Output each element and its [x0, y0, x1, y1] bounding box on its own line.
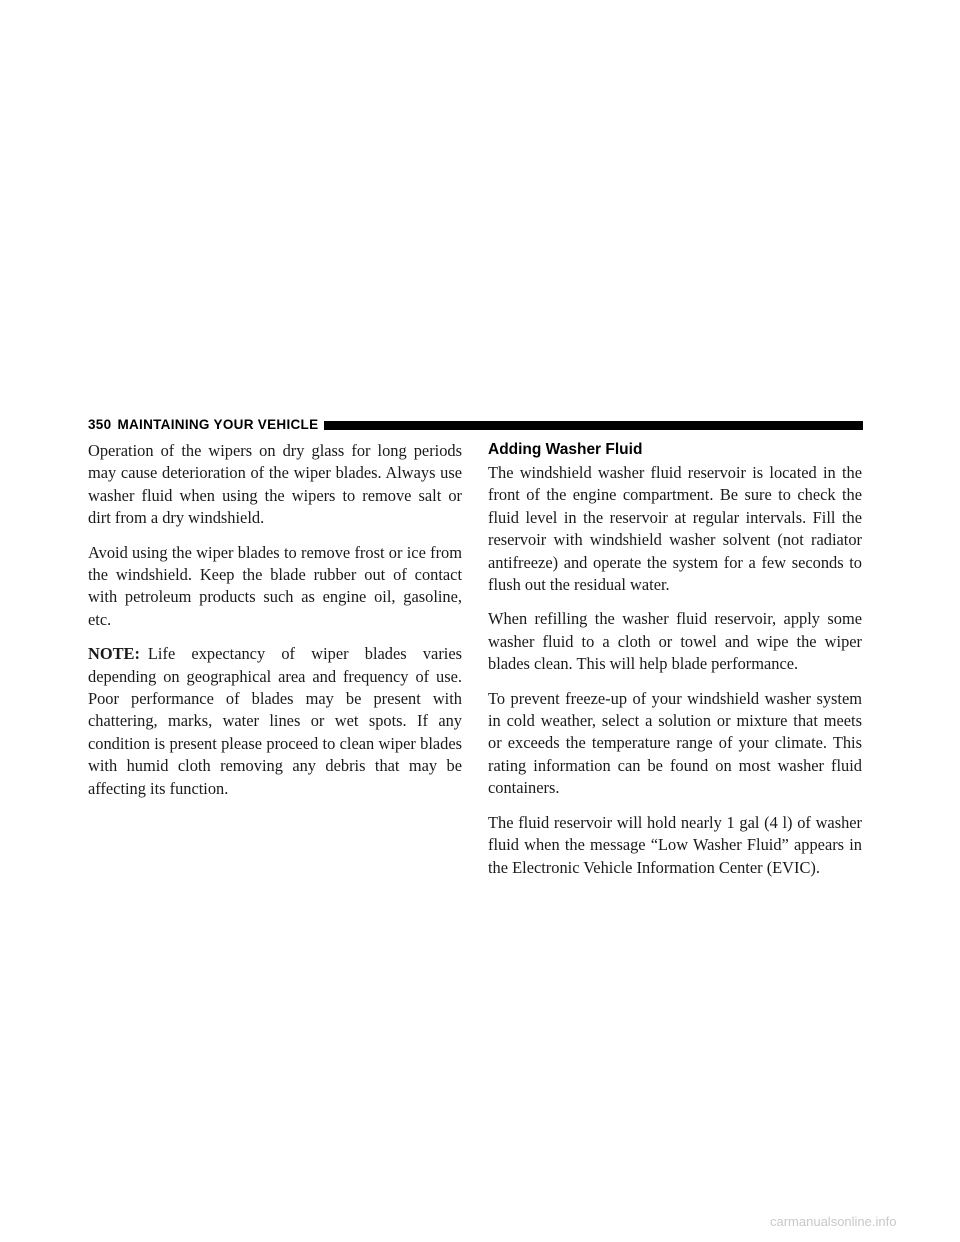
paragraph-reservoir-location: The windshield washer fluid reservoir is located in the front of the engine compartment. Be sure to check the fluid level in the reservoir at regular intervals. Fill the reservoir with windshield washer solvent (not radiator antifreeze) and operate the system for a few seconds to flush out the residual water.	[488, 463, 862, 595]
note-text: Life expectancy of wiper blades varies depending on geographical area and frequency of use. Poor performance of blades may be present with chattering, marks, water lines or wet spots. If any condition is present please proceed to clean wiper blades with humid cloth removing any debris that may be affecting its function.	[88, 644, 462, 798]
paragraph-dry-glass: Operation of the wipers on dry glass for long periods may cause deterioration of the wiper blades. Always use washer fluid when using the wipers to remove salt or dirt from a dry windshield.	[88, 441, 462, 528]
section-title: MAINTAINING YOUR VEHICLE	[117, 416, 319, 432]
section-heading: Adding Washer Fluid	[488, 441, 643, 458]
page-header	[88, 414, 863, 434]
paragraph-capacity: The fluid reservoir will hold nearly 1 gal (4 l) of washer fluid when the message “Low Washer Fluid” appears in the Electronic Vehicle Information Center (EVIC).	[488, 812, 862, 877]
note-label: NOTE:	[88, 644, 140, 664]
paragraph-freeze-up: To prevent freeze-up of your windshield washer system in cold weather, select a solution or mixture that meets or exceeds the temperature range of your climate. This rating information can be found on most washer fluid containers.	[488, 688, 862, 798]
paragraph-refilling: When refilling the washer fluid reservoir, apply some washer fluid to a cloth or towel and wipe the wiper blades clean. This will help blade performance.	[488, 609, 862, 674]
right-column	[488, 440, 862, 891]
header-rule	[324, 421, 863, 430]
watermark: carmanualsonline.info	[770, 1214, 897, 1229]
page-number: 350	[88, 416, 112, 432]
left-column	[88, 440, 462, 812]
note-paragraph	[88, 643, 462, 800]
paragraph-frost: Avoid using the wiper blades to remove frost or ice from the windshield. Keep the blade rubber out of contact with petroleum products such as engine oil, gasoline, etc.	[88, 542, 462, 629]
